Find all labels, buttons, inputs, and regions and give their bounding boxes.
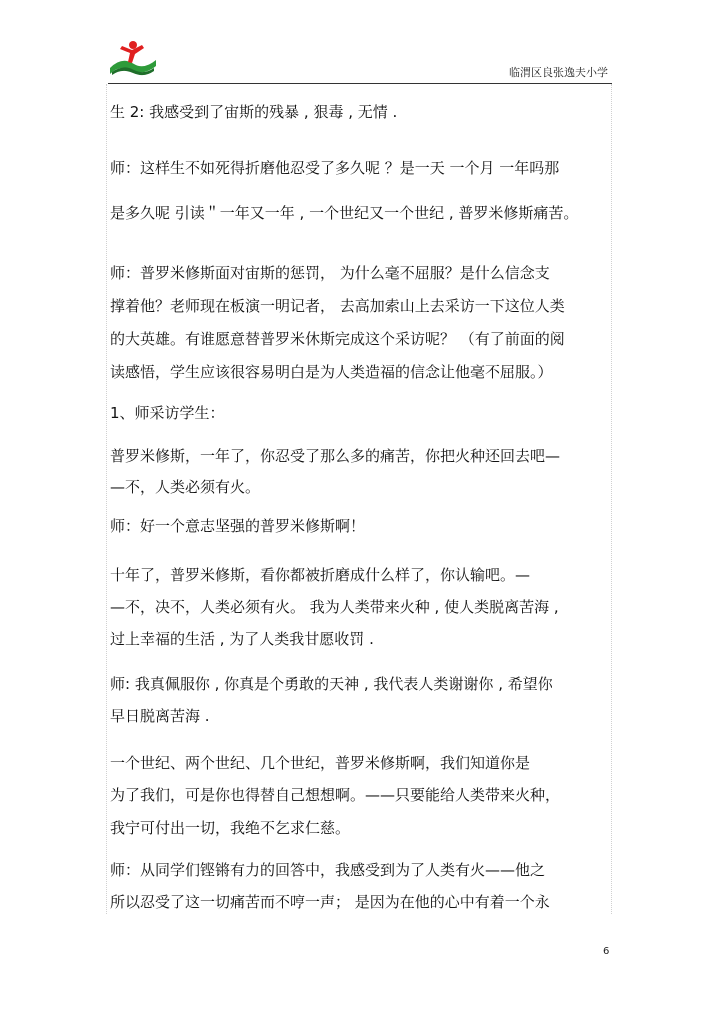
text-line: 十年了，普罗米修斯，看你都被折磨成什么样了，你认输吧。— xyxy=(110,566,531,584)
text-line: 一个世纪、两个世纪、几个世纪，普罗米修斯啊，我们知道你是 xyxy=(110,754,531,772)
text-line: 生 2: 我感受到了宙斯的残暴 , 狠毒 , 无情 . xyxy=(110,103,398,121)
text-line: 为了我们，可是你也得替自己想想啊。——只要能给人类带来火种， xyxy=(110,786,561,804)
text-line: 的大英雄。有谁愿意替普罗米休斯完成这个采访呢？ （有了前面的阅 xyxy=(110,330,565,348)
left-margin-guide xyxy=(106,84,107,914)
text-line: 是多久呢 引读＂一年又一年 , 一个世纪又一个世纪 , 普罗米修斯痛苦。 xyxy=(110,204,579,222)
school-logo-icon xyxy=(108,38,158,76)
text-line: 早日脱离苦海 . xyxy=(110,707,210,725)
text-line: 撑着他？老师现在板演一明记者， 去高加索山上去采访一下这位人类 xyxy=(110,297,565,315)
school-name: 临渭区良张逸夫小学 xyxy=(509,66,608,79)
text-line: 我宁可付出一切，我绝不乞求仁慈。 xyxy=(110,819,351,837)
text-line: 所以忍受了这一切痛苦而不哼一声； 是因为在他的心中有着一个永 xyxy=(110,893,550,911)
text-line: 1、师采访学生： xyxy=(110,404,225,422)
text-line: —不，人类必须有火。 xyxy=(110,478,261,496)
text-line: 过上幸福的生活 , 为了人类我甘愿收罚 . xyxy=(110,630,374,648)
text-line: 读感悟，学生应该很容易明白是为人类造福的信念让他毫不屈服。） xyxy=(110,363,553,381)
text-line: 师：这样生不如死得折磨他忍受了多久呢 ？是一天 一个月 一年吗那 xyxy=(110,159,560,177)
right-margin-guide xyxy=(611,84,612,914)
text-line: 师: 我真佩服你 , 你真是个勇敢的天神 , 我代表人类谢谢你 , 希望你 xyxy=(110,675,553,693)
text-line: 师：从同学们铿锵有力的回答中，我感受到为了人类有火——他之 xyxy=(110,861,546,879)
text-line: 师：好一个意志坚强的普罗米修斯啊！ xyxy=(110,517,366,535)
text-line: 普罗米修斯，一年了，你忍受了那么多的痛苦，你把火种还回去吧— xyxy=(110,447,561,465)
text-line: 师：普罗米修斯面对宙斯的惩罚， 为什么毫不屈服？是什么信念支 xyxy=(110,264,550,282)
header-divider xyxy=(108,83,612,84)
page-number: 6 xyxy=(603,946,610,957)
text-line: —不，决不，人类必须有火。 我为人类带来火种 , 使人类脱离苦海 , xyxy=(110,598,559,616)
